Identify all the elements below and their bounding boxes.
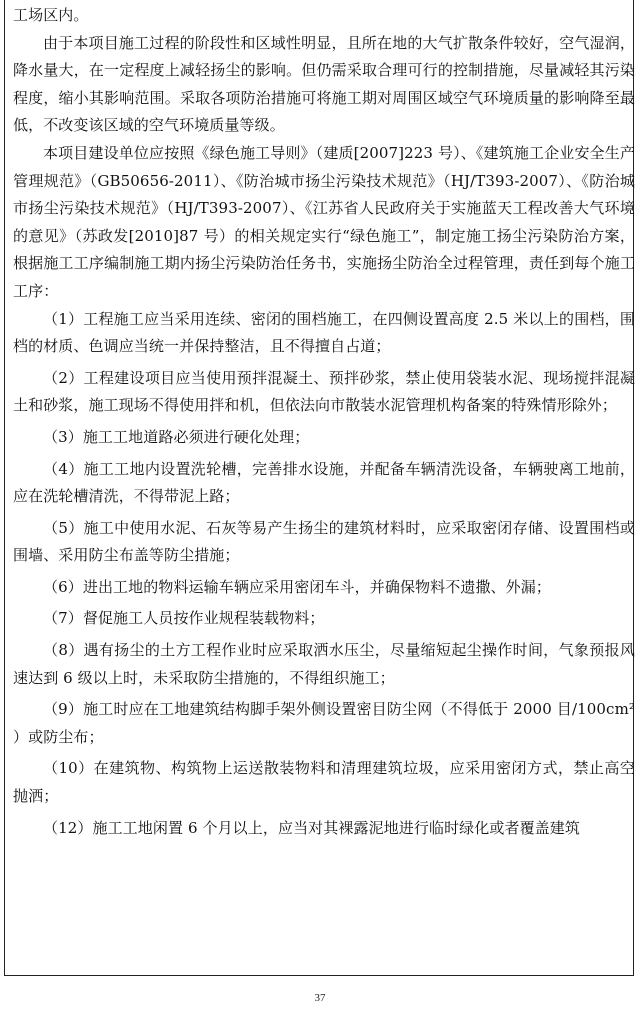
measure-item-5: （5）施工中使用水泥、石灰等易产生扬尘的建筑材料时，应采取密闭存储、设置围档或围墙、采用防尘布盖等防尘措施； bbox=[13, 518, 635, 565]
paragraph-regulations: 本项目建设单位应按照《绿色施工导则》（建质[2007]223 号）、《建筑施工企业安全生产管理规范》（GB50656-2011）、《防治城市扬尘污染技术规范》（HJ/T393-2007）、《防治城市扬尘污染技术规范》（HJ/T393-2007）、《江苏省人民政府关于实施蓝天工程改善大气环境的意见》（苏政发[2010]87 号）的相关规定实行“绿色施工”，制定施工扬尘污染防治方案，根据施工工序编制施工期内扬尘污染防治任务书，实施扬尘防治全过程管理，责任到每个施工工序： bbox=[13, 143, 635, 300]
page-frame bbox=[4, 0, 634, 976]
measure-item-1: （1）工程施工应当采用连续、密闭的围档施工，在四侧设置高度 2.5 米以上的围档，围档的材质、色调应当统一并保持整洁，且不得擅自占道； bbox=[13, 309, 635, 356]
continuation-line: 工场区内。 bbox=[13, 6, 89, 24]
document-body bbox=[13, 2, 635, 842]
measure-item-10: （10）在建筑物、构筑物上运送散装物料和清理建筑垃圾，应采用密闭方式，禁止高空抛洒； bbox=[13, 759, 635, 806]
paragraph-dust-impact: 由于本项目施工过程的阶段性和区域性明显，且所在地的大气扩散条件较好，空气湿润，降水量大，在一定程度上减轻扬尘的影响。但仍需采取合理可行的控制措施，尽量减轻其污染程度，缩小其影响范围。采取各项防治措施可将施工期对周围区域空气环境质量的影响降至最低，不改变该区域的空气环境质量等级。 bbox=[13, 33, 635, 135]
measure-item-9: （9）施工时应在工地建筑结构脚手架外侧设置密目防尘网（不得低于 2000 目/100cm² ）或防尘布； bbox=[13, 700, 635, 746]
measure-item-8: （8）遇有扬尘的土方工程作业时应采取洒水压尘，尽量缩短起尘操作时间，气象预报风速达到 6 级以上时，未采取防尘措施的，不得组织施工； bbox=[13, 641, 635, 687]
measure-item-7: （7）督促施工人员按作业规程装载物料； bbox=[43, 609, 325, 628]
measure-item-4: （4）施工工地内设置洗轮槽，完善排水设施，并配备车辆清洗设备，车辆驶离工地前，应在洗轮槽清洗，不得带泥上路； bbox=[13, 459, 635, 506]
measure-item-2: （2）工程建设项目应当使用预拌混凝土、预拌砂浆，禁止使用袋装水泥、现场搅拌混凝土和砂浆，施工现场不得使用拌和机，但依法向市散装水泥管理机构备案的特殊情形除外； bbox=[13, 368, 635, 415]
measure-item-3: （3）施工工地道路必须进行硬化处理； bbox=[43, 427, 310, 446]
measure-item-12: （12）施工工地闲置 6 个月以上，应当对其裸露泥地进行临时绿化或者覆盖建筑 bbox=[43, 818, 580, 837]
measure-item-6: （6）进出工地的物料运输车辆应采用密闭车斗，并确保物料不遗撒、外漏； bbox=[43, 577, 551, 596]
page-number: 37 bbox=[314, 992, 326, 1004]
